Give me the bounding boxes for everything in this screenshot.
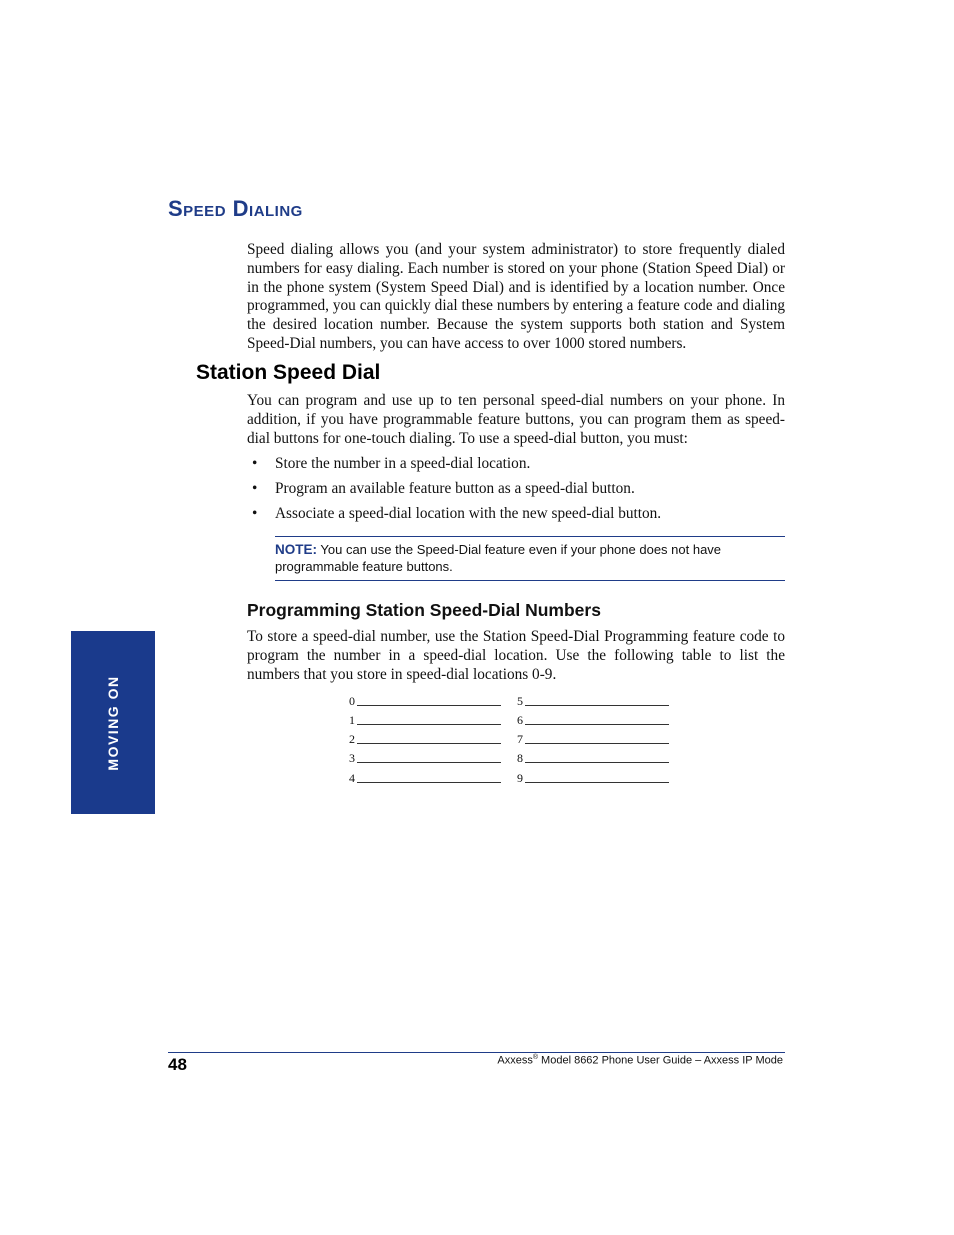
list-item: • Associate a speed-dial location with the new speed-dial button. [252, 505, 662, 522]
bullet-icon: • [252, 455, 258, 472]
programming-paragraph: To store a speed-dial number, use the Station Speed-Dial Programming feature code to program the number in a speed-dial location. Use the following table to list the numbers that you store in speed-dial locations 0-9. [247, 628, 785, 683]
list-item: • Program an available feature button as a speed-dial button. [252, 480, 635, 497]
write-in-line [357, 724, 501, 725]
write-in-line [357, 762, 501, 763]
speed-dial-slot: 1 [349, 713, 509, 729]
bullet-icon: • [252, 505, 258, 522]
note-text: You can use the Speed-Dial feature even if your phone does not have programmable feature buttons. [275, 542, 722, 574]
note-label: NOTE: [275, 542, 317, 557]
write-in-line [525, 743, 669, 744]
station-paragraph: You can program and use up to ten personal speed-dial numbers on your phone. In addition, if you have programmable feature buttons, you can program them as speed-dial buttons for one-touch dialing. To use a speed-dial button, you must: [247, 392, 785, 447]
chapter-side-tab [71, 631, 155, 814]
station-speed-dial-heading: Station Speed Dial [196, 361, 381, 384]
write-in-line [525, 782, 669, 783]
chapter-tab-label: MOVING ON [105, 674, 121, 771]
speed-dial-slot: 4 [349, 771, 509, 787]
speed-dial-slot: 7 [517, 732, 677, 748]
write-in-line [357, 743, 501, 744]
write-in-line [357, 782, 501, 783]
section-title: Speed Dialing [168, 196, 303, 221]
intro-paragraph: Speed dialing allows you (and your system administrator) to store frequently dialed numbers for easy dialing. Each number is stored on your phone (Station Speed Dial) or in the phone system (System Speed Dial) and is identified by a location number. Once programmed, you can quickly dial these numbers by entering a feature code and dialing the desired location number. Because the system supports both station and System Speed-Dial numbers, you can have access to over 1000 stored numbers. [247, 241, 785, 352]
write-in-line [525, 724, 669, 725]
speed-dial-slot: 9 [517, 771, 677, 787]
speed-dial-slot: 5 [517, 694, 677, 710]
footer-divider [168, 1052, 785, 1053]
requirements-list [250, 455, 790, 530]
list-item: • Store the number in a speed-dial location. [252, 455, 531, 472]
write-in-line [357, 705, 501, 706]
speed-dial-slot: 2 [349, 732, 509, 748]
note-box [275, 536, 785, 581]
speed-dial-slot: 8 [517, 751, 677, 767]
speed-dial-slot: 6 [517, 713, 677, 729]
write-in-line [525, 705, 669, 706]
programming-heading: Programming Station Speed-Dial Numbers [247, 600, 601, 620]
footer-title: Axxess® Model 8662 Phone User Guide – Axxess IP Mode [497, 1054, 783, 1067]
bullet-icon: • [252, 480, 258, 497]
speed-dial-slot: 0 [349, 694, 509, 710]
speed-dial-slot: 3 [349, 751, 509, 767]
write-in-line [525, 762, 669, 763]
page-number: 48 [168, 1055, 187, 1074]
